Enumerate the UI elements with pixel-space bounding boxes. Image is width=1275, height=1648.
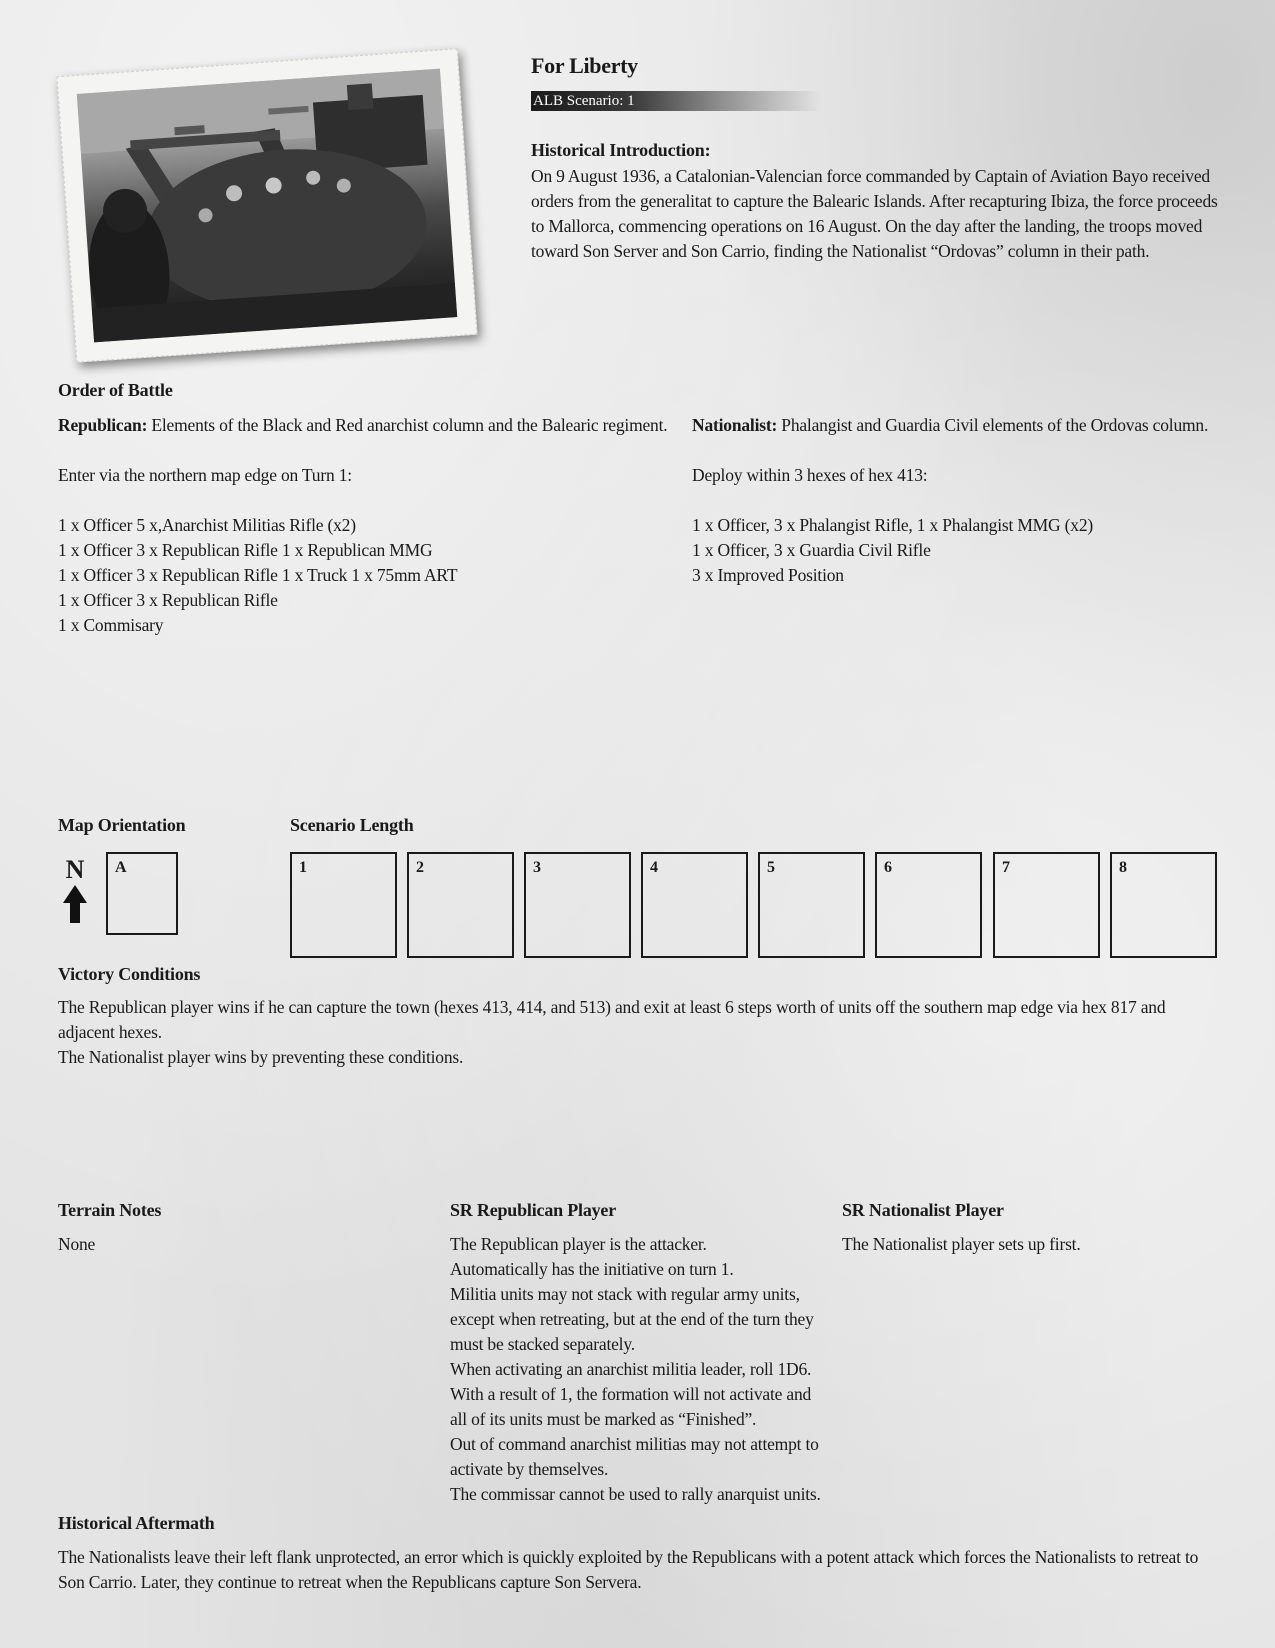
nationalist-entry: Deploy within 3 hexes of hex 413: xyxy=(692,465,928,485)
sr-republican-line: With a result of 1, the formation will not activate and xyxy=(450,1384,812,1404)
aftermath-heading: Historical Aftermath xyxy=(58,1513,215,1533)
map-orientation-heading: Map Orientation xyxy=(58,815,186,835)
scenario-title: For Liberty xyxy=(531,53,638,78)
nationalist-unit: 1 x Officer, 3 x Phalangist Rifle, 1 x Phalangist MMG (x2) xyxy=(692,515,1094,535)
republican-unit: 1 x Officer 3 x Republican Rifle 1 x Truck 1 x 75mm ART xyxy=(58,565,458,585)
turn-number: 5 xyxy=(767,859,775,876)
order-of-battle-heading: Order of Battle xyxy=(58,380,173,400)
nationalist-description-line xyxy=(692,413,1252,438)
nationalist-description: Phalangist and Guardia Civil elements of the Ordovas column. xyxy=(777,415,1209,435)
turn-number: 8 xyxy=(1119,859,1127,876)
terrain-notes-text: None xyxy=(58,1234,96,1254)
intro-line: toward Son Server and Son Carrio, finding the Nationalist “Ordovas” column in their path. xyxy=(531,241,1150,261)
sr-republican-line: Militia units may not stack with regular army units, xyxy=(450,1284,800,1304)
victory-conditions-heading: Victory Conditions xyxy=(58,964,201,984)
republican-unit: 1 x Officer 3 x Republican Rifle 1 x Republican MMG xyxy=(58,540,433,560)
turn-number: 6 xyxy=(884,859,892,876)
turn-number: 7 xyxy=(1002,859,1010,876)
map-box-label: A xyxy=(115,859,127,876)
republican-label: Republican: xyxy=(58,415,148,435)
intro-line: orders from the generalitat to capture the Balearic Islands. After recapturing Ibiza, the force proceeds xyxy=(531,191,1218,211)
turn-box-7[interactable] xyxy=(993,852,1100,958)
republican-unit: 1 x Officer 5 x,Anarchist Militias Rifle (x2) xyxy=(58,515,356,535)
republican-description: Elements of the Black and Red anarchist column and the Balearic regiment. xyxy=(147,415,668,435)
sr-nationalist-heading: SR Nationalist Player xyxy=(842,1200,1004,1220)
victory-conditions-text xyxy=(58,995,1228,1070)
turn-number: 3 xyxy=(533,859,541,876)
map-orientation-box xyxy=(106,852,178,935)
intro-heading: Historical Introduction: xyxy=(531,140,711,160)
sr-republican-line: except when retreating, but at the end of the turn they xyxy=(450,1309,814,1329)
sr-republican-line: must be stacked separately. xyxy=(450,1334,635,1354)
scenario-label-bar xyxy=(531,91,821,111)
sr-republican-line: The commissar cannot be used to rally anarquist units. xyxy=(450,1484,821,1504)
republican-description-line xyxy=(58,413,678,438)
turn-box-5[interactable] xyxy=(758,852,865,958)
photo-image xyxy=(77,69,457,343)
historical-photo xyxy=(56,48,477,362)
sr-republican-line: all of its units must be marked as “Finished”. xyxy=(450,1409,757,1429)
north-label: N xyxy=(65,855,85,884)
victory-line: The Republican player wins if he can capture the town (hexes 413, 414, and 513) and exit at least 6 steps worth of units off the southern map edge via hex 817 and xyxy=(58,997,1166,1017)
turn-number: 2 xyxy=(416,859,424,876)
nationalist-label: Nationalist: xyxy=(692,415,778,435)
aftermath-line: The Nationalists leave their left flank unprotected, an error which is quickly exploited by the Republicans with a potent attack which forces the Nationalists to retreat to xyxy=(58,1547,1199,1567)
aftermath-text xyxy=(58,1545,1228,1595)
sr-republican-text xyxy=(450,1232,830,1507)
north-arrow-icon xyxy=(63,885,87,923)
intro-line: to Mallorca, commencing operations on 16 August. On the day after the landing, the troops moved xyxy=(531,216,1203,236)
turn-box-8[interactable] xyxy=(1110,852,1217,958)
sr-republican-line: Out of command anarchist militias may not attempt to xyxy=(450,1434,819,1454)
sr-republican-heading: SR Republican Player xyxy=(450,1200,617,1220)
north-indicator xyxy=(60,857,90,923)
turn-number: 1 xyxy=(299,859,307,876)
sr-republican-line: When activating an anarchist militia leader, roll 1D6. xyxy=(450,1359,812,1379)
intro-text xyxy=(531,164,1221,264)
terrain-notes-heading: Terrain Notes xyxy=(58,1200,162,1220)
sr-republican-line: activate by themselves. xyxy=(450,1459,609,1479)
turn-box-1[interactable] xyxy=(290,852,397,958)
turn-box-2[interactable] xyxy=(407,852,514,958)
sr-nationalist-text: The Nationalist player sets up first. xyxy=(842,1234,1081,1254)
intro-line: On 9 August 1936, a Catalonian-Valencian force commanded by Captain of Aviation Bayo received xyxy=(531,166,1210,186)
landing-scene-illustration xyxy=(77,69,457,343)
republican-forces xyxy=(58,413,678,638)
turn-box-3[interactable] xyxy=(524,852,631,958)
aftermath-line: Son Carrio. Later, they continue to retreat when the Republicans capture Son Servera. xyxy=(58,1572,642,1592)
sr-republican-line: The Republican player is the attacker. xyxy=(450,1234,707,1254)
victory-line: The Nationalist player wins by preventing these conditions. xyxy=(58,1047,464,1067)
scenario-label: ALB Scenario: 1 xyxy=(533,93,635,109)
nationalist-unit: 3 x Improved Position xyxy=(692,565,844,585)
sr-republican-line: Automatically has the initiative on turn 1. xyxy=(450,1259,734,1279)
turn-box-6[interactable] xyxy=(875,852,982,958)
turn-box-4[interactable] xyxy=(641,852,748,958)
nationalist-unit: 1 x Officer, 3 x Guardia Civil Rifle xyxy=(692,540,931,560)
turn-number: 4 xyxy=(650,859,658,876)
republican-unit: 1 x Commisary xyxy=(58,615,164,635)
scenario-length-heading: Scenario Length xyxy=(290,815,414,835)
republican-entry: Enter via the northern map edge on Turn 1: xyxy=(58,465,352,485)
republican-unit: 1 x Officer 3 x Republican Rifle xyxy=(58,590,278,610)
nationalist-forces xyxy=(692,413,1252,588)
victory-line: adjacent hexes. xyxy=(58,1022,162,1042)
